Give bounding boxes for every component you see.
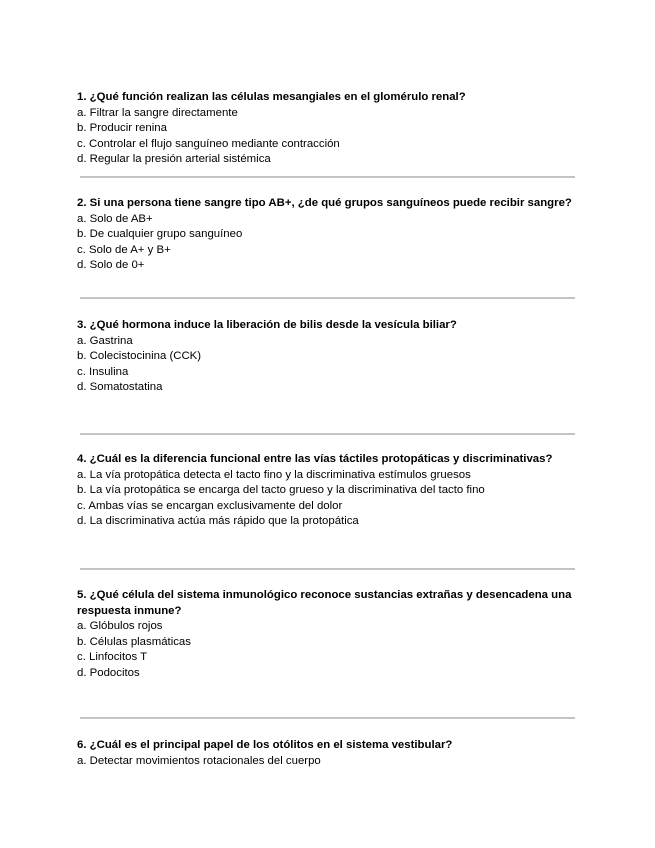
option-a: a. Detectar movimientos rotacionales del cuerpo [77, 754, 321, 767]
option-b: b. Colecistocinina (CCK) [77, 350, 202, 362]
option-c: c. Linfocitos T [77, 651, 148, 663]
question-title: 4. ¿Cuál es la diferencia funcional entre las vías táctiles protopáticas y discriminativas? [77, 453, 553, 465]
option-b: b. Células plasmáticas [77, 635, 191, 648]
question-2 [77, 196, 577, 274]
option-d: d. La discriminativa actúa más rápido que la protopática [77, 515, 359, 527]
option-b: b. La vía protopática se encarga del tacto grueso y la discriminativa del tacto fino [77, 484, 485, 496]
option-d: d. Podocitos [77, 666, 140, 679]
divider [80, 717, 575, 719]
divider [80, 568, 575, 570]
question-title: 3. ¿Qué hormona induce la liberación de bilis desde la vesícula biliar? [77, 319, 457, 331]
question-title: 5. ¿Qué célula del sistema inmunológico reconoce sustancias extrañas y desencadena una respuesta inmune? [77, 589, 572, 617]
option-a: a. Gastrina [77, 334, 133, 347]
question-1 [77, 90, 577, 168]
option-c: c. Ambas vías se encargan exclusivamente del dolor [77, 499, 343, 512]
option-d: d. Solo de 0+ [77, 259, 145, 271]
option-a: a. Filtrar la sangre directamente [77, 106, 238, 119]
question-title: 6. ¿Cuál es el principal papel de los otólitos en el sistema vestibular? [77, 739, 453, 751]
option-c: c. Insulina [77, 365, 129, 378]
question-5 [77, 588, 577, 681]
question-3 [77, 318, 577, 396]
question-title: 2. Si una persona tiene sangre tipo AB+, ¿de qué grupos sanguíneos puede recibir sangre? [77, 197, 572, 209]
option-b: b. De cualquier grupo sanguíneo [77, 228, 243, 240]
option-c: c. Controlar el flujo sanguíneo mediante contracción [77, 137, 340, 150]
option-b: b. Producir renina [77, 122, 167, 134]
divider [80, 297, 575, 299]
question-6 [77, 738, 577, 769]
option-d: d. Regular la presión arterial sistémica [77, 153, 271, 165]
option-c: c. Solo de A+ y B+ [77, 243, 171, 256]
option-a: a. Solo de AB+ [77, 212, 153, 225]
option-a: a. La vía protopática detecta el tacto fino y la discriminativa estímulos gruesos [77, 468, 471, 481]
divider [80, 433, 575, 435]
option-d: d. Somatostatina [77, 381, 163, 393]
question-title: 1. ¿Qué función realizan las células mesangiales en el glomérulo renal? [77, 91, 466, 103]
question-4 [77, 452, 597, 530]
option-a: a. Glóbulos rojos [77, 620, 163, 632]
divider [80, 176, 575, 178]
